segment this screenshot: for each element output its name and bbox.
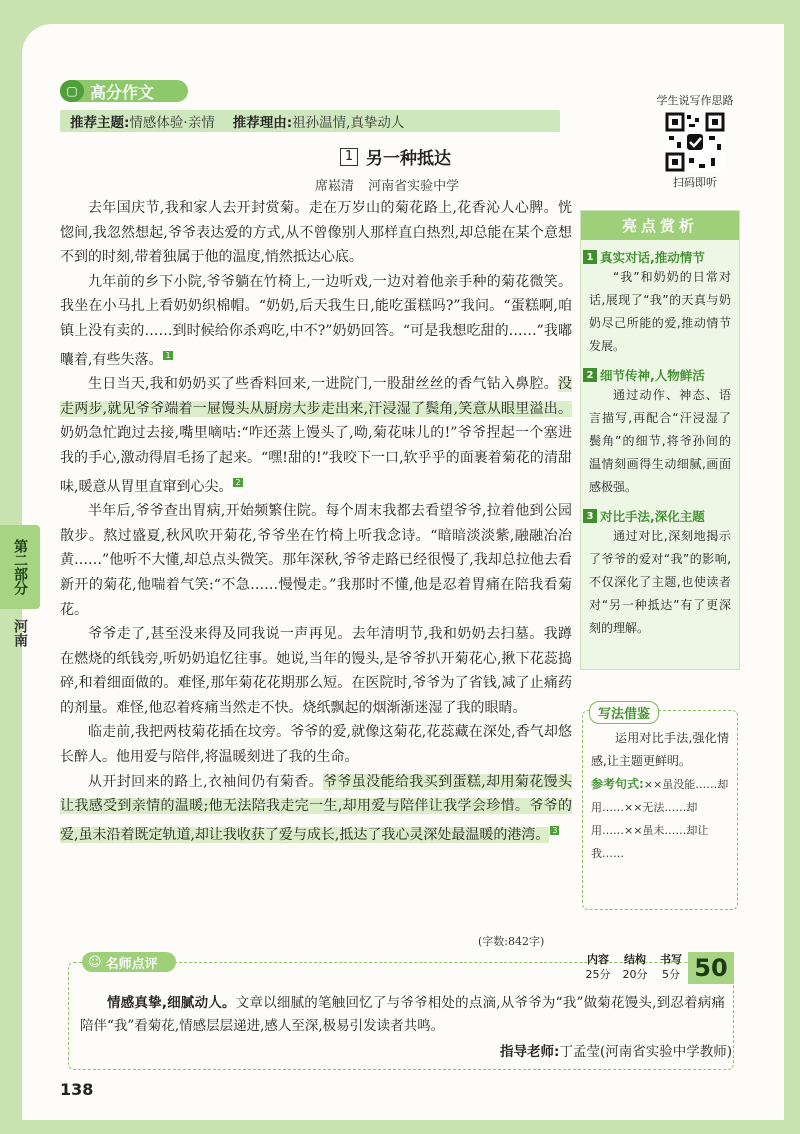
side-tab-part: 第二部分: [0, 525, 40, 609]
recommend-bar: [60, 110, 560, 132]
section-label: 高分作文: [90, 82, 155, 102]
teacher-credit: 指导老师:丁孟莹(河南省实验中学教师): [500, 1044, 732, 1060]
highlights-header: 亮点赏析: [581, 211, 739, 240]
section-tag: [60, 80, 188, 102]
annotation-mark: 1: [165, 350, 171, 360]
side-tab-region: 河南: [12, 619, 28, 647]
paragraph: 生日当天,我和奶奶买了些香料回来,一进院门,一股甜丝丝的香气钻入鼻腔。没走两步,就见爷爷端着一屉馒头从厨房大步走出来,汗浸湿了鬓角,笑意从眼里溢出。奶奶急忙跑过去接,嘴里嘀咕:“咋还蒸上馒头了,呦,菊花味儿的!”爷爷捏起一个塞进我的手心,激动得眉毛扬了起来。“嘿!甜的!”我咬下一口,软乎乎的面裹着菊花的清甜味,暖意从胃里直窜到心尖。 $^2$: [60, 376, 572, 495]
side-tab: [0, 525, 48, 695]
article-title: [340, 144, 451, 169]
annotation-mark: 3: [552, 825, 558, 835]
score-total: 50: [688, 952, 734, 984]
highlight-title: 2 细节传神,人物鲜活: [581, 366, 739, 384]
theme-label: 推荐主题:: [70, 115, 130, 131]
highlight-text: 通过动作、神态、语言描写,再配合“汗浸湿了鬓角”的细节,将爷孙间的温情刻画得生动细腻,画面感极强。: [589, 388, 731, 494]
writing-tip-box: [582, 707, 738, 910]
highlights-panel: [580, 210, 740, 670]
qr-caption-bottom: 扫码即听: [673, 176, 717, 189]
book-icon: ▢: [60, 80, 84, 102]
writing-tip-formula: 参考句式:××虽没能……却用……××无法……却用……××虽未……却让我……: [591, 777, 729, 860]
paragraph: 爷爷走了,甚至没来得及同我说一声再见。去年清明节,我和奶奶去扫墓。我蹲在燃烧的纸钱旁,听奶奶追忆往事。她说,当年的馒头,是爷爷扒开菊花心,揪下花蕊捣碎,和着细面做的。难怪,那年菊花花期那么短。在医院时,爷爷为了省钱,减了止痛药的剂量。难怪,他忍着疼痛当然走不快。烧纸飘起的烟渐渐迷湿了我的眼睛。: [60, 626, 572, 716]
page-number: 138: [60, 1080, 94, 1099]
score-table: 内容 结构 书写 25分 20分 5分: [585, 953, 682, 981]
highlighted-text: 没走两步,就见爷爷端着一屉馒头从厨房大步走出来,汗浸湿了鬓角,笑意从眼里溢出。: [60, 376, 572, 417]
writing-tip-label: 写法借鉴: [589, 701, 659, 724]
reason-label: 推荐理由:: [232, 115, 293, 131]
paragraph: 半年后,爷爷查出胃病,开始频繁住院。每个周末我都去看望爷爷,拉着他到公园散步。熬过盛夏,秋风吹开菊花,爷爷坐在竹椅上听我念诗。“暗暗淡淡紫,融融冶冶黄……”他听不大懂,却总点头微笑。那年深秋,爷爷走路已经很慢了,我却总拉他去看新开的菊花,他喘着气笑:“不急……慢慢走。”我那时不懂,他是忍着胃痛在陪我看菊花。: [60, 503, 572, 618]
highlight-text: 通过对比,深刻地揭示了爷爷的爱对“我”的影响,不仅深化了主题,也使读者对“另一种抵达”有了更深刻的理解。: [589, 529, 731, 635]
paragraph: 九年前的乡下小院,爷爷躺在竹椅上,一边听戏,一边对着他亲手种的菊花微笑。我坐在小马扎上看奶奶织棉帽。“奶奶,后天我生日,能吃蛋糕吗?”我问。“蛋糕啊,咱镇上没有卖的……到时候给你杀鸡吃,中不?”奶奶回答。“可是我想吃甜的……”我嘟囔着,有些失落。 $^1$: [60, 273, 572, 368]
article-title-text: 另一种抵达: [366, 149, 451, 169]
paragraph: 从开封回来的路上,衣袖间仍有菊香。爷爷虽没能给我买到蛋糕,却用菊花馒头让我感受到亲情的温暖;他无法陪我走完一生,却用爱与陪伴让我学会珍惜。爷爷的爱,虽未沿着既定轨道,却让我收获了爱与成长,抵达了我心灵深处最温暖的港湾。 $^3$: [60, 773, 572, 843]
qr-caption-top: 学生说写作思路: [656, 94, 734, 107]
article-number: 1: [340, 148, 358, 166]
qr-block: [645, 92, 745, 190]
theme-value: 情感体验·亲情: [129, 115, 215, 131]
article-body: [60, 196, 572, 847]
paragraph: 去年国庆节,我和家人去开封赏菊。走在万岁山的菊花路上,花香沁人心脾。恍惚间,我忽然想起,爷爷表达爱的方式,从不曾像别人那样直白热烈,却总能在某个意想不到的时刻,带着独属于他的温度,悄然抵达心底。: [60, 200, 572, 266]
article-author: 席崧清 河南省实验中学: [315, 179, 460, 194]
highlight-title: 3 对比手法,深化主题: [581, 507, 739, 525]
comment-tag: ☺ 名师点评: [82, 952, 176, 972]
annotation-mark: 2: [235, 477, 241, 487]
highlighted-text: 爷爷虽没能给我买到蛋糕,却用菊花馒头让我感受到亲情的温暖;他无法陪我走完一生,却用爱与陪伴让我学会珍惜。爷爷的爱,虽未沿着既定轨道,却让我收获了爱与成长,抵达了我心灵深处最温暖的港湾。: [60, 773, 572, 843]
word-count: (字数:842字): [478, 935, 545, 948]
highlight-text: “我”和奶奶的日常对话,展现了“我”的天真与奶奶尽己所能的爱,推动情节发展。: [589, 270, 731, 353]
paragraph: 临走前,我把两枝菊花插在坟旁。爷爷的爱,就像这菊花,花蕊藏在深处,香气却悠长醉人。他用爱与陪伴,将温暖刻进了我的生命。: [60, 724, 572, 766]
top-band: [0, 0, 800, 24]
highlight-title: 1 真实对话,推动情节: [581, 248, 739, 266]
writing-tip-text: 运用对比手法,强化情感,让主题更鲜明。: [591, 731, 729, 768]
qr-code-icon[interactable]: [665, 112, 725, 172]
reason-value: 祖孙温情,真挚动人: [292, 115, 405, 131]
comment-text: 情感真挚,细腻动人。文章以细腻的笔触回忆了与爷爷相处的点滴,从爷爷为“我”做菊花馒头,到忍着病痛陪伴“我”看菊花,情感层层递进,感人至深,极易引发读者共鸣。: [80, 995, 725, 1034]
person-icon: ☺: [88, 954, 102, 970]
